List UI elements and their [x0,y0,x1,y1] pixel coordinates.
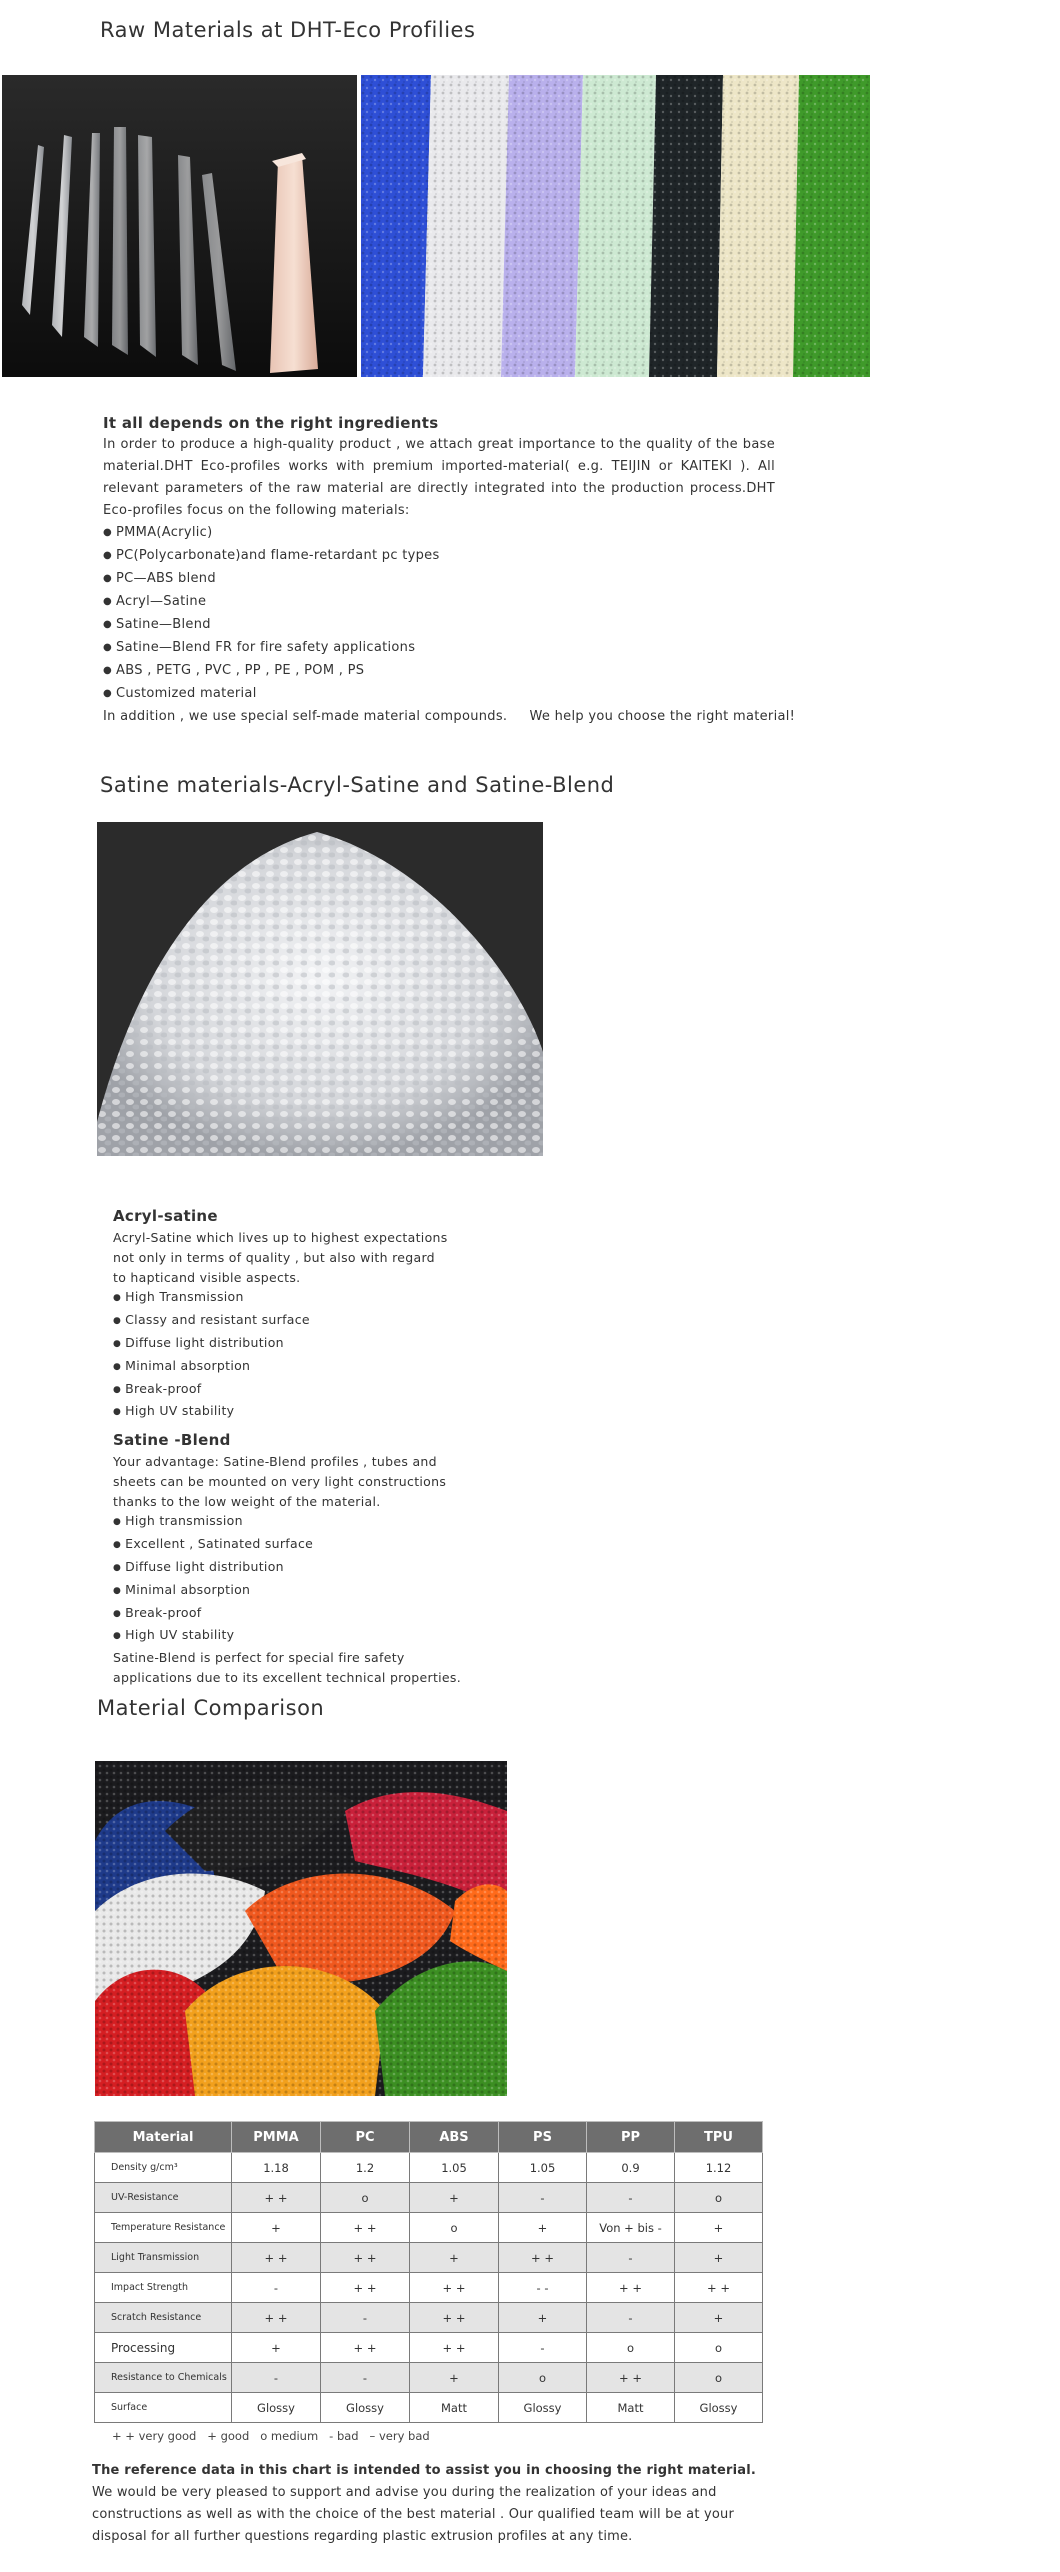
table-cell: o [587,2333,675,2363]
list-item: ● Diffuse light distribution [113,1333,453,1356]
acryl-satine-line: Acryl-Satine which lives up to highest expectations [113,1230,448,1245]
table-cell: + + [321,2213,410,2243]
acryl-satine-line: not only in terms of quality , but also with regard [113,1249,435,1265]
satine-blend-outro: Satine-Blend is perfect for special fire safety [113,1650,405,1666]
table-cell: - - [499,2273,587,2303]
table-row [95,2153,763,2183]
column-header: ABS [410,2122,499,2153]
rating-legend: + + very good + good o medium - bad – very bad [112,2429,430,2443]
column-header: PP [587,2122,675,2153]
table-cell: o [410,2213,499,2243]
list-item: ● Acryl—Satine [103,591,775,614]
table-cell: Glossy [232,2393,321,2423]
table-cell: + + [321,2273,410,2303]
list-item: ● PC—ABS blend [103,568,775,591]
white-granules-photo [97,822,543,1156]
raw-materials-title: Raw Materials at DHT-Eco Profilies [100,18,476,42]
table-cell: Glossy [499,2393,587,2423]
footer-bold: The reference data in this chart is intended to assist you in choosing the right material. [92,2463,757,2478]
ingredients-heading: It all depends on the right ingredients [103,414,439,432]
satine-blend-line: Your advantage: Satine-Blend profiles , tubes and [113,1454,437,1469]
list-item: ● Satine—Blend [103,614,775,637]
table-cell: - [232,2363,321,2393]
table-row [95,2213,763,2243]
column-header: PMMA [232,2122,321,2153]
row-label: Temperature Resistance [95,2213,232,2243]
table-cell: + + [321,2333,410,2363]
list-item: ● High UV stability [113,1625,473,1648]
table-cell: + [499,2303,587,2333]
row-label: Light Transmission [95,2243,232,2273]
table-cell: 1.12 [675,2153,763,2183]
table-cell: - [321,2303,410,2333]
column-header: Material [95,2122,232,2153]
table-cell: + [232,2213,321,2243]
table-cell: Von + bis - [587,2213,675,2243]
table-cell: 1.18 [232,2153,321,2183]
acryl-satine-section [113,1204,453,1424]
table-cell: + + [321,2243,410,2273]
satine-blend-line: thanks to the low weight of the material. [113,1493,381,1509]
table-row [95,2243,763,2273]
table-cell: 1.05 [499,2153,587,2183]
profiles-photo [2,75,357,377]
table-cell: - [587,2303,675,2333]
table-cell: + + [232,2243,321,2273]
table-row [95,2333,763,2363]
column-header: TPU [675,2122,763,2153]
granules-strips-photo [361,75,870,377]
row-label: Density g/cm³ [95,2153,232,2183]
table-cell: - [321,2363,410,2393]
table-row [95,2273,763,2303]
table-cell: + [232,2333,321,2363]
table-cell: - [587,2183,675,2213]
comparison-table [94,2121,763,2423]
list-item: ● PMMA(Acrylic) [103,522,775,545]
list-item: ● High UV stability [113,1401,453,1424]
table-row [95,2303,763,2333]
table-row [95,2363,763,2393]
footer-text: We would be very pleased to support and advise you during the realization of your ideas and constructions as well as with the choice of the best material . Our qualified team will be at your disposal for all further questions regarding plastic extrusion profiles at any time. [92,2485,734,2544]
list-item: ● PC(Polycarbonate)and flame-retardant pc types [103,545,775,568]
acryl-satine-heading: Acryl-satine [113,1207,218,1225]
table-cell: - [587,2243,675,2273]
table-cell: + [675,2243,763,2273]
table-row [95,2393,763,2423]
table-cell: + + [410,2303,499,2333]
table-cell: + + [675,2273,763,2303]
row-label: UV-Resistance [95,2183,232,2213]
ingredients-section [103,412,796,728]
list-item: ● High Transmission [113,1287,453,1310]
column-header: PS [499,2122,587,2153]
table-cell: o [675,2183,763,2213]
table-row [95,2183,763,2213]
row-label: Resistance to Chemicals [95,2363,232,2393]
list-item: ● ABS , PETG , PVC , PP , PE , POM , PS [103,660,775,683]
materials-list [103,522,775,706]
satine-blend-outro: applications due to its excellent technical properties. [113,1669,462,1685]
table-cell: 0.9 [587,2153,675,2183]
table-header-row [95,2122,763,2153]
acryl-satine-line: to hapticand visible aspects. [113,1269,301,1285]
column-header: PC [321,2122,410,2153]
list-item: ● Classy and resistant surface [113,1310,453,1333]
table-cell: o [675,2363,763,2393]
table-cell: Matt [410,2393,499,2423]
table-cell: - [232,2273,321,2303]
table-cell: + [410,2243,499,2273]
satine-blend-section [113,1428,473,1688]
table-cell: + + [587,2363,675,2393]
table-cell: - [499,2183,587,2213]
table-cell: Matt [587,2393,675,2423]
list-item: ● Diffuse light distribution [113,1557,473,1580]
table-cell: Glossy [321,2393,410,2423]
satine-title: Satine materials-Acryl-Satine and Satine-Blend [100,773,615,797]
list-item: ● High transmission [113,1511,473,1534]
table-cell: + + [232,2183,321,2213]
table-cell: + + [232,2303,321,2333]
table-cell: - [499,2333,587,2363]
table-cell: o [675,2333,763,2363]
table-cell: + [675,2303,763,2333]
list-item: ● Break-proof [113,1603,473,1626]
list-item: ● Customized material [103,683,775,706]
row-label: Impact Strength [95,2273,232,2303]
list-item: ● Satine—Blend FR for fire safety applications [103,637,775,660]
list-item: ● Excellent , Satinated surface [113,1534,473,1557]
table-cell: + [499,2213,587,2243]
table-cell: + + [587,2273,675,2303]
acryl-satine-list [113,1287,453,1424]
table-cell: Glossy [675,2393,763,2423]
ingredients-intro: In order to produce a high-quality product , we attach great importance to the quality of the base material.DHT Eco-profiles works with premium imported-material( e.g. TEIJIN or KAITEKI ). All relevant parameters of the raw material are directly integrated into the production process.DHT Eco-profiles focus on the following materials: [103,437,775,518]
table-cell: + + [410,2273,499,2303]
table-cell: o [499,2363,587,2393]
row-label: Surface [95,2393,232,2423]
table-cell: + [675,2213,763,2243]
list-item: ● Break-proof [113,1379,453,1402]
satine-blend-line: sheets can be mounted on very light constructions [113,1473,447,1489]
list-item: ● Minimal absorption [113,1356,453,1379]
table-cell: + + [410,2333,499,2363]
ingredients-outro: In addition , we use special self-made material compounds. We help you choose the right material! [103,709,796,724]
table-cell: 1.2 [321,2153,410,2183]
row-label: Scratch Resistance [95,2303,232,2333]
row-label: Processing [95,2333,232,2363]
list-item: ● Minimal absorption [113,1580,473,1603]
colored-granules-photo [95,1761,507,2096]
table-cell: 1.05 [410,2153,499,2183]
footer-note [92,2460,792,2548]
table-cell: + [410,2363,499,2393]
table-cell: + [410,2183,499,2213]
satine-blend-list [113,1511,473,1648]
table-cell: + + [499,2243,587,2273]
table-cell: o [321,2183,410,2213]
comparison-title: Material Comparison [97,1696,325,1720]
satine-blend-heading: Satine -Blend [113,1431,231,1449]
